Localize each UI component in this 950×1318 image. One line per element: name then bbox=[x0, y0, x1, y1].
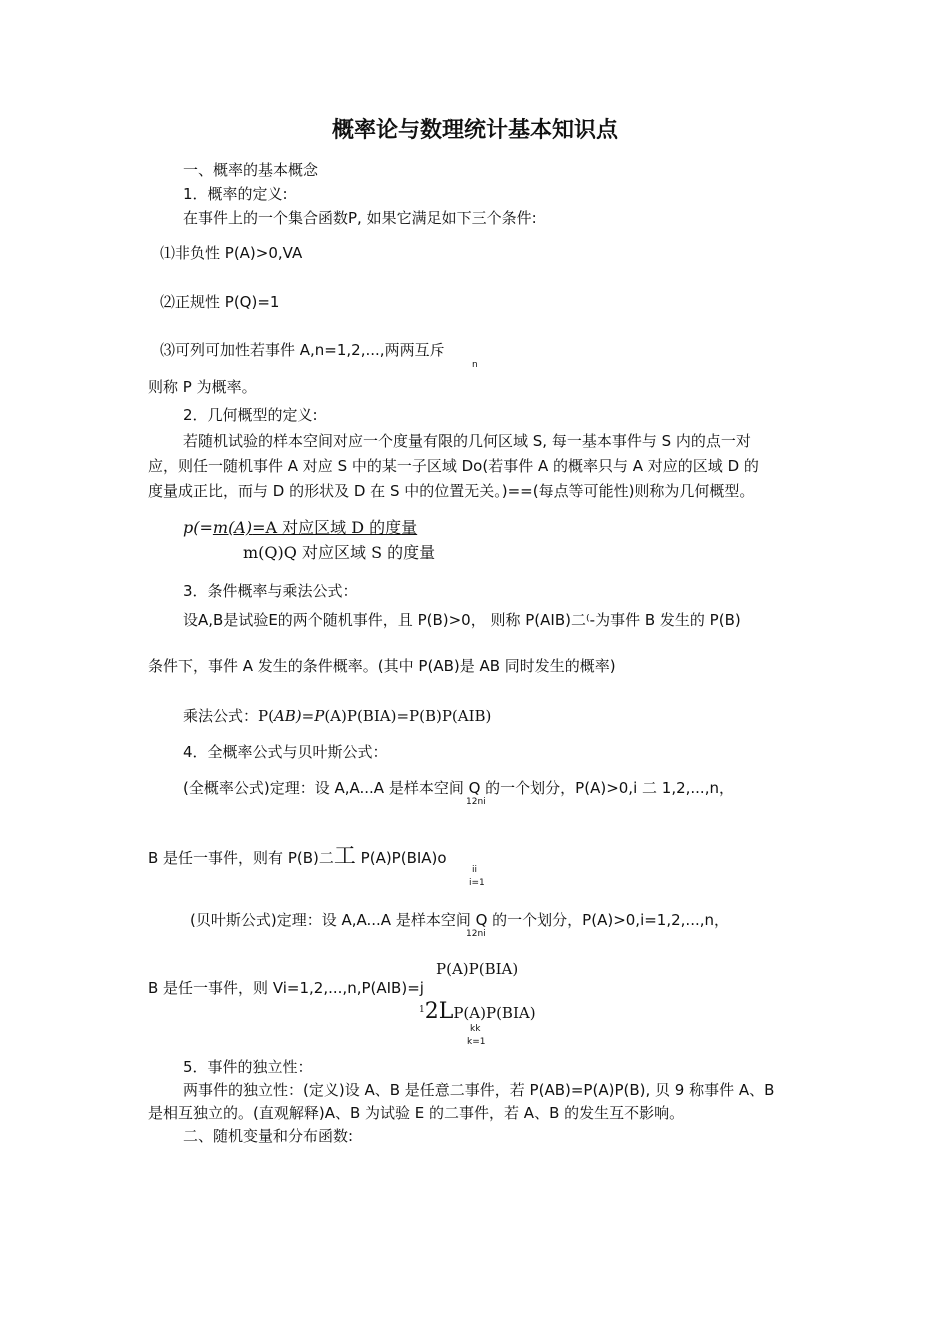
superscript: 1 bbox=[419, 1005, 425, 1015]
section-heading: 一、概率的基本概念 bbox=[183, 161, 319, 179]
formula-text: P(A)P(BIA) bbox=[453, 1004, 536, 1022]
subsection-heading: 1．概率的定义: bbox=[183, 185, 288, 203]
formula-denominator bbox=[419, 998, 536, 1026]
formula-text: P(A)P(BIA)o bbox=[360, 849, 447, 867]
formula-text: 乘法公式：P( bbox=[183, 707, 274, 725]
paragraph-text: 是相互独立的。(直观解释)A、B 为试验 E 的二事件，若 A、B 的发生互不影响。 bbox=[148, 1104, 685, 1122]
paragraph-text: 两事件的独立性：(定义)设 A、B 是任意二事件，若 P(AB)=P(A)P(B), 贝 9 称事件 A、B bbox=[183, 1081, 775, 1099]
formula-text: B 是任一事件，则有 P(B)二 bbox=[148, 849, 334, 867]
subsection-heading: 2．几何概型的定义: bbox=[183, 406, 318, 424]
formula-text: =A 对应区域 D 的度量 bbox=[252, 518, 418, 537]
formula-line bbox=[148, 843, 447, 871]
formula-line bbox=[183, 707, 491, 726]
subsection-heading: 3．条件概率与乘法公式： bbox=[183, 582, 358, 600]
paragraph-text: 设A,B是试验E的两个随机事件，且 P(B)>0， 则称 P(AIB)二⁽-为事件 B 发生的 P(B) bbox=[183, 611, 741, 629]
formula-symbol: AB)=P bbox=[273, 707, 325, 725]
subsection-heading: 4．全概率公式与贝叶斯公式： bbox=[183, 743, 388, 761]
subscript: 12ni bbox=[466, 797, 486, 807]
subscript: k=1 bbox=[467, 1037, 486, 1047]
formula-symbol: p(= bbox=[183, 518, 213, 537]
formula-numerator: P(A)P(BIA) bbox=[436, 960, 519, 978]
paragraph-text: 则称 P 为概率。 bbox=[148, 378, 257, 396]
paragraph-text: (贝叶斯公式)定理：设 A,A...A 是样本空间 Q 的一个划分，P(A)>0,i=1,2,...,n， bbox=[190, 911, 730, 929]
paragraph-text: B 是任一事件，则 Vi=1,2,...,n,P(AIB)=j bbox=[148, 979, 424, 997]
formula-symbol: m(A) bbox=[212, 518, 253, 537]
subscript: i=1 bbox=[469, 878, 485, 888]
condition-item: ⑶可列可加性若事件 A,n=1,2,...,两两互斥 bbox=[160, 341, 445, 359]
paragraph-text: (全概率公式)定理：设 A,A...A 是样本空间 Q 的一个划分，P(A)>0,i 二 1,2,...,n， bbox=[183, 779, 734, 797]
subscript: kk bbox=[470, 1024, 481, 1034]
subscript: ii bbox=[472, 865, 478, 875]
formula-denominator: m(Q)Q 对应区域 S 的度量 bbox=[243, 543, 436, 562]
condition-item: ⑵正规性 P(Q)=1 bbox=[160, 293, 280, 311]
formula-text: (A)P(BIA)=P(B)P(AIB) bbox=[324, 707, 492, 725]
paragraph-text: 在事件上的一个集合函数P, 如果它满足如下三个条件: bbox=[183, 209, 537, 227]
condition-item: ⑴非负性 P(A)>0,VA bbox=[160, 244, 303, 262]
section-heading: 二、随机变量和分布函数: bbox=[183, 1127, 354, 1145]
page-title: 概率论与数理统计基本知识点 bbox=[331, 118, 618, 143]
subsection-heading: 5．事件的独立性： bbox=[183, 1058, 313, 1076]
paragraph-text: 若随机试验的样本空间对应一个度量有限的几何区域 S, 每一基本事件与 S 内的点一对 bbox=[183, 432, 751, 450]
sum-symbol: 2L bbox=[424, 999, 454, 1024]
sum-symbol: 工 bbox=[333, 844, 356, 869]
subscript: n bbox=[472, 360, 478, 370]
paragraph-text: 条件下，事件 A 发生的条件概率。(其中 P(AB)是 AB 同时发生的概率) bbox=[148, 657, 616, 675]
subscript: 12ni bbox=[466, 929, 486, 939]
paragraph-text: 应，则任一随机事件 A 对应 S 中的某一子区域 Do(若事件 A 的概率只与 A 对应的区域 D 的 bbox=[148, 457, 759, 475]
paragraph-text: 度量成正比，而与 D 的形状及 D 在 S 中的位置无关。)==(每点等可能性)则称为几何概型。 bbox=[148, 482, 755, 500]
formula-numerator bbox=[183, 518, 417, 538]
